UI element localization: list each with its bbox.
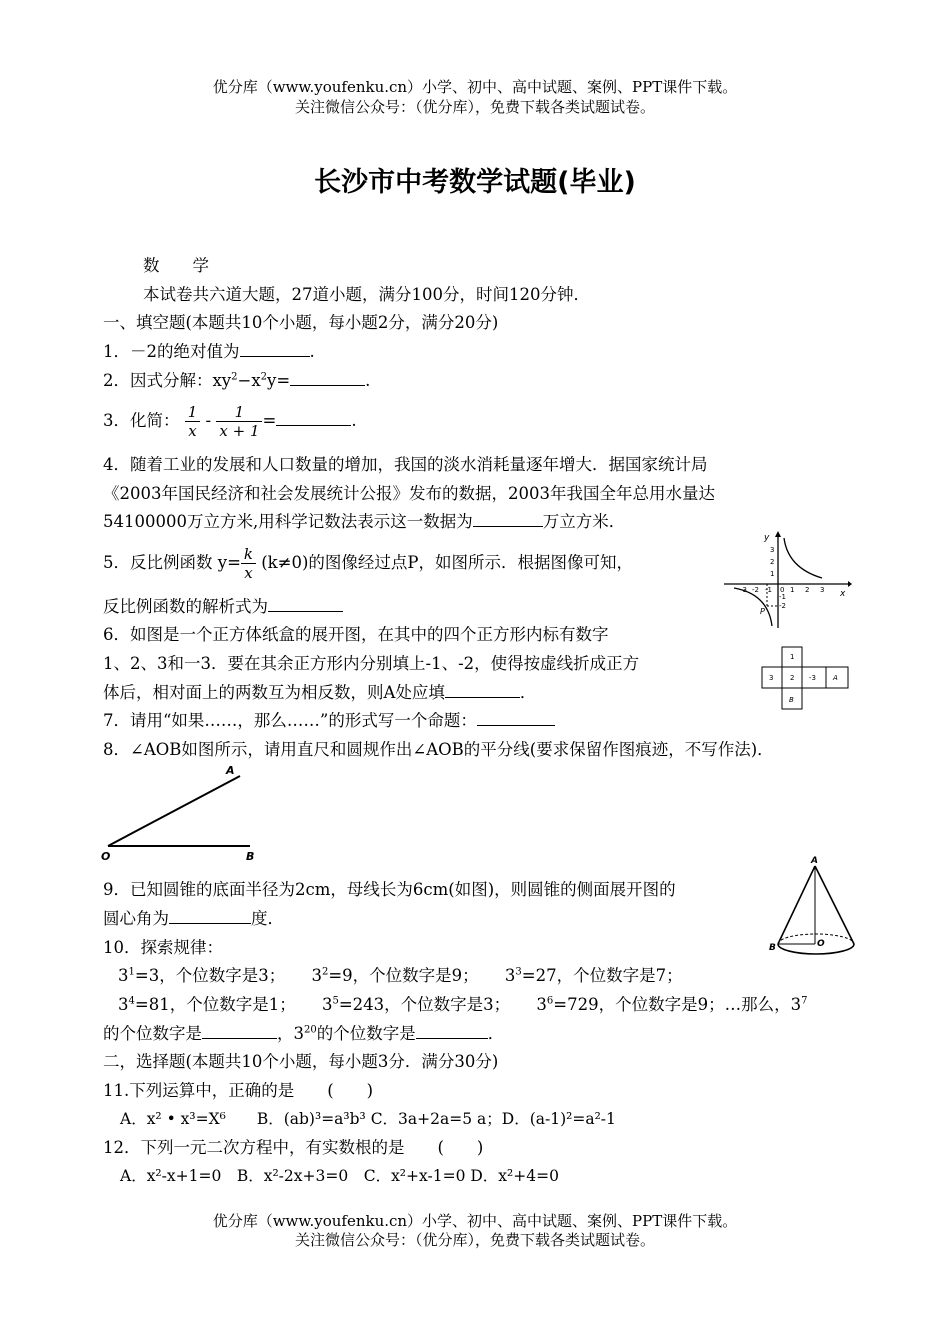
- svg-text:3: 3: [770, 546, 775, 554]
- q9-part-b: 度．: [251, 909, 284, 928]
- q2-part-a: 2．因式分解：xy: [103, 371, 232, 390]
- question-10: 10．探索规律：: [103, 938, 223, 957]
- angle-label-o: O: [101, 850, 111, 863]
- y-axis-label: y: [764, 533, 770, 543]
- answer-blank-9[interactable]: [169, 908, 251, 924]
- question-4-line-1: 4．随着工业的发展和人口数量的增加，我国的淡水消耗量逐年增大．据国家统计局: [103, 455, 708, 474]
- origin-label: 0: [780, 586, 785, 594]
- question-9-line-2: [103, 908, 284, 930]
- cone-label-b: B: [769, 943, 776, 953]
- q2-part-b: −x: [237, 371, 261, 390]
- page-title: 长沙市中考数学试题(毕业): [314, 167, 636, 198]
- q5-part-a: 5．反比例函数 y=: [103, 553, 241, 572]
- q9-part-a: 圆心角为: [103, 909, 169, 928]
- question-8: 8．∠AOB如图所示，请用直尺和圆规作出∠AOB的平分线(要求保留作图痕迹，不写作法)．: [103, 740, 774, 759]
- svg-text:-1: -1: [765, 586, 772, 594]
- frac1-num: 1: [185, 403, 201, 422]
- question-4-line-3: [103, 511, 625, 533]
- header-line-2: 关注微信公众号：（优分库），免费下载各类试题试卷。: [294, 98, 655, 116]
- question-6-line-1: 6．如图是一个正方体纸盒的展开图，在其中的四个正方形内标有数字: [103, 625, 609, 644]
- question-6-line-3: [103, 682, 536, 704]
- q10-r3-a: 的个位数字是: [103, 1024, 202, 1043]
- svg-text:-2: -2: [779, 602, 786, 610]
- question-9-line-1: 9．已知圆锥的底面半径为2cm，母线长为6cm(如图)，则圆锥的侧面展开图的: [103, 880, 676, 899]
- section-1-heading: 一、填空题(本题共10个小题，每小题2分，满分20分): [103, 313, 499, 332]
- net-cell-2: 2: [790, 674, 795, 682]
- q5-num: k: [241, 545, 256, 564]
- angle-label-b: B: [246, 850, 255, 863]
- intro: 本试卷共六道大题，27道小题，满分100分，时间120分钟．: [143, 285, 590, 304]
- frac1-den: x: [188, 422, 197, 440]
- question-4-line-2: 《2003年国民经济和社会发展统计公报》发布的数据，2003年我国全年总用水量达: [103, 484, 715, 503]
- question-6-line-2: 1、2、3和一3．要在其余正方形内分别填上-1、-2，使得按虚线折成正方: [103, 654, 640, 673]
- question-5-line-2: [103, 596, 343, 618]
- q10-r1-b: $3^2=9$，个位数字是9；: [311, 966, 479, 985]
- question-3: 3．化简： $\frac{1}{x}$ - $\frac{1}{x + 1}$ = .: [103, 403, 357, 440]
- q10-r3-b: ，3: [277, 1024, 304, 1043]
- point-p-label: P: [760, 607, 765, 616]
- net-cell-neg3: -3: [809, 674, 816, 682]
- q10-r3-exp: 20: [304, 1024, 317, 1036]
- header-line-1: 优分库（www.youfenku.cn）小学、初中、高中试题、案例、PPT课件下载。: [212, 78, 738, 96]
- svg-text:-2: -2: [752, 586, 759, 594]
- cone-label-a: A: [811, 856, 818, 866]
- question-11: 11.下列运算中，正确的是 ( ): [103, 1081, 374, 1100]
- figure-q6-cube-net: [760, 645, 850, 711]
- svg-text:3: 3: [820, 586, 825, 594]
- svg-text:2: 2: [770, 558, 775, 566]
- q10-r3-c: 的个位数字是: [316, 1024, 416, 1043]
- answer-blank-10b[interactable]: [416, 1023, 488, 1039]
- q10-r1-a: $3^1=3$，个位数字是3；: [118, 966, 286, 985]
- q10-r2-a: $3^4=81$，个位数字是1；: [118, 995, 296, 1014]
- q3-part-a: 3．化简：: [103, 411, 180, 430]
- q5-line2-text: 反比例函数的解析式为: [103, 597, 268, 616]
- q10-r1-c: $3^3=27$，个位数字是7；: [504, 966, 683, 985]
- net-cell-1: 1: [790, 653, 795, 661]
- q5-den: x: [244, 564, 253, 582]
- svg-text:-3: -3: [740, 586, 747, 594]
- figure-q5-graph: [722, 528, 852, 630]
- q5-part-b: (k≠0)的图像经过点P，如图所示．根据图像可知，: [261, 553, 634, 572]
- question-5: [103, 540, 633, 586]
- net-cell-a: A: [833, 674, 838, 682]
- q2-part-c: y=: [267, 371, 291, 390]
- footer-line-1: 优分库（www.youfenku.cn）小学、初中、高中试题、案例、PPT课件下载。: [212, 1212, 738, 1230]
- cone-label-o: O: [817, 939, 825, 949]
- fraction-1-over-x: [185, 403, 201, 440]
- q10-r2-c: $3^6=729$，个位数字是9；…那么，$3^7$: [536, 995, 808, 1014]
- q7-text: 7．请用“如果……，那么……”的形式写一个命题：: [103, 711, 477, 730]
- q6-part-a: 体后，相对面上的两数互为相反数，则A处应填: [103, 683, 445, 702]
- svg-text:-1: -1: [779, 593, 786, 601]
- svg-text:1: 1: [790, 586, 795, 594]
- question-12-options: A．x²-x+1=0 B．x²-2x+3=0 C．x²+x-1=0 D．x²+4=0: [120, 1167, 559, 1185]
- answer-blank-1[interactable]: [240, 341, 310, 357]
- question-11-options: A．x² • x³=X⁶ B．(ab)³=a³b³ C．3a+2a=5 a；D．(a-1)²=a²-1: [120, 1110, 616, 1128]
- q10-row-1: [118, 965, 683, 987]
- question-12: 12．下列一元二次方程中，有实数根的是 ( ): [103, 1138, 484, 1157]
- question-1: 1．－2的绝对值为 .: [103, 342, 315, 361]
- q10-r3-d: ．: [487, 1024, 505, 1043]
- q10-r2-b: $3^5=243$，个位数字是3；: [321, 995, 511, 1014]
- answer-blank-2[interactable]: [290, 370, 365, 386]
- angle-label-a: A: [226, 764, 235, 777]
- frac2-num: 1: [216, 403, 262, 422]
- svg-text:1: 1: [770, 570, 775, 578]
- footer-line-2: 关注微信公众号：（优分库），免费下载各类试题试卷。: [294, 1231, 655, 1249]
- answer-blank-4[interactable]: [473, 511, 543, 527]
- svg-text:2: 2: [805, 586, 810, 594]
- subject: 数 学: [143, 256, 209, 275]
- figure-q9-cone: [768, 852, 860, 962]
- q4-part-a: 54100000万立方米,用科学记数法表示这一数据为: [103, 512, 473, 531]
- question-2: 2．因式分解：$xy^2-x^2y=$ .: [103, 371, 371, 390]
- q6-part-b: ．: [519, 683, 537, 702]
- question-7: [103, 710, 555, 732]
- answer-blank-7[interactable]: [477, 710, 555, 726]
- q3-minus: -: [205, 411, 212, 430]
- section-2-heading: 二，选择题(本题共10个小题，每小题3分．满分30分): [103, 1052, 499, 1071]
- q3-eq: =: [262, 411, 277, 430]
- q10-row-3: [103, 1023, 504, 1045]
- net-cell-b: B: [789, 696, 794, 704]
- answer-blank-6[interactable]: [445, 682, 520, 698]
- net-cell-3: 3: [769, 674, 774, 682]
- q4-part-b: 万立方米．: [542, 512, 626, 531]
- answer-blank-5[interactable]: [268, 596, 343, 612]
- answer-blank-3[interactable]: [276, 410, 351, 426]
- fraction-1-over-x-plus-1: [216, 403, 262, 440]
- fraction-k-over-x: [241, 545, 256, 582]
- x-axis-label: x: [840, 589, 846, 599]
- figure-q8-angle: [100, 760, 270, 864]
- q10-row-2: [118, 994, 807, 1016]
- frac2-den: x + 1: [219, 422, 260, 440]
- hyperbola-branch-1: [784, 538, 822, 578]
- question-1-text: 1．－2的绝对值为: [103, 342, 240, 361]
- answer-blank-10a[interactable]: [202, 1023, 277, 1039]
